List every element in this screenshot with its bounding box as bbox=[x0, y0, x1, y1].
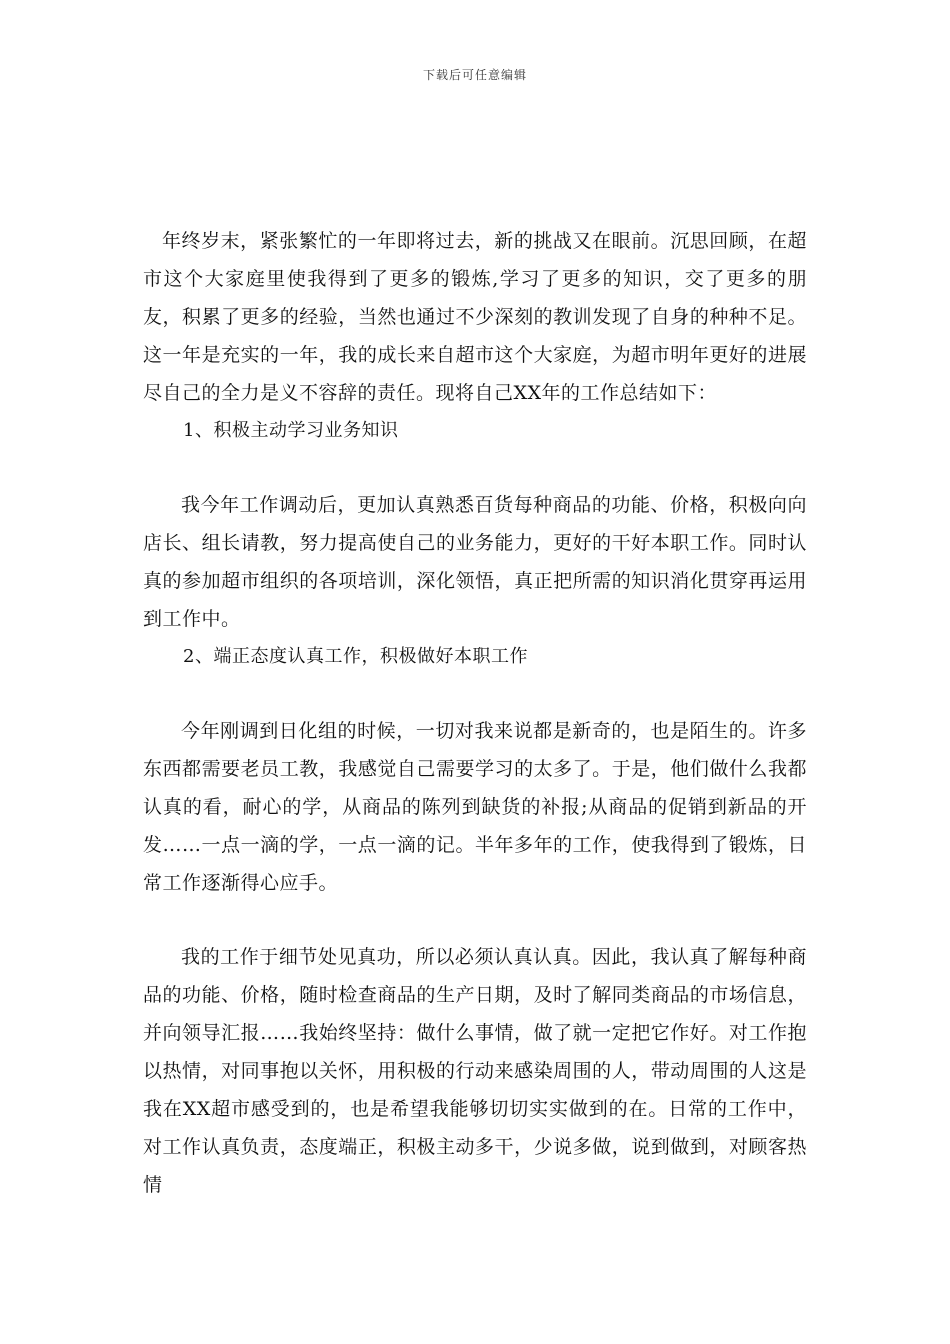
section-2-paragraph-2: 我的工作于细节处见真功，所以必须认真认真。因此，我认真了解每种商品的功能、价格，随时检查商品的生产日期，及时了解同类商品的市场信息，并向领导汇报……我始终坚持：做什么事情，做了就一定把它作好。对工作抱以热情，对同事抱以关怀，用积极的行动来感染周围的人，带动周围的人这是我在XX超市感受到的，也是希望我能够切切实实做到的在。日常的工作中，对工作认真负责，态度端正，积极主动多干，少说多做，说到做到，对顾客热情 bbox=[143, 946, 807, 1196]
page-header: 下载后可任意编辑 bbox=[422, 68, 527, 82]
document-body bbox=[143, 222, 807, 1204]
intro-paragraph: 年终岁末，紧张繁忙的一年即将过去，新的挑战又在眼前。沉思回顾，在超市这个大家庭里使我得到了更多的锻炼,学习了更多的知识，交了更多的朋友，积累了更多的经验，当然也通过不少深刻的教训发现了自身的种种不足。这一年是充实的一年，我的成长来自超市这个大家庭，为超市明年更好的进展尽自己的全力是义不容辞的责任。现将自己XX年的工作总结如下： bbox=[143, 230, 807, 404]
section-heading-1: 1、积极主动学习业务知识 bbox=[183, 420, 399, 441]
section-heading-2: 2、端正态度认真工作，积极做好本职工作 bbox=[183, 646, 528, 667]
section-2-paragraph-1: 今年刚调到日化组的时候，一切对我来说都是新奇的，也是陌生的。许多东西都需要老员工教，我感觉自己需要学习的太多了。于是，他们做什么我都认真的看，耐心的学，从商品的陈列到缺货的补报;从商品的促销到新品的开发……一点一滴的学，一点一滴的记。半年多年的工作，使我得到了锻炼，日常工作逐渐得心应手。 bbox=[143, 720, 807, 894]
section-1-paragraph: 我今年工作调动后，更加认真熟悉百货每种商品的功能、价格，积极向向店长、组长请教，努力提高使自己的业务能力，更好的干好本职工作。同时认真的参加超市组织的各项培训，深化领悟，真正把所需的知识消化贯穿再运用到工作中。 bbox=[143, 494, 807, 630]
